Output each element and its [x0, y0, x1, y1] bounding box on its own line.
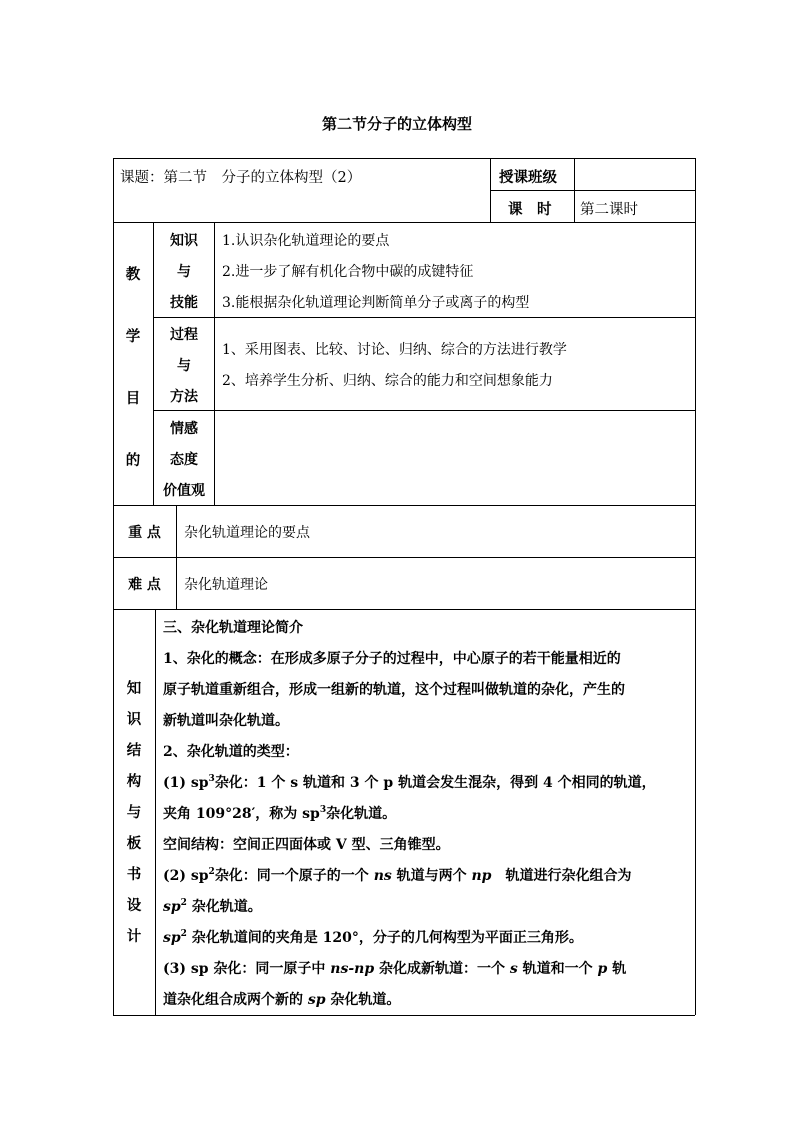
emotion-label: 价值观 [163, 483, 205, 499]
difficulty-text: 杂化轨道理论 [184, 577, 268, 593]
emotion-label: 态度 [170, 452, 198, 468]
process-item: 2、培养学生分析、归纳、综合的能力和空间想象能力 [222, 373, 553, 389]
sp2-line: (2) $sp^2$杂化：同一个原子的一个 ns 轨道与两个 np 轨道进行杂化组合为 [163, 867, 632, 884]
types-heading: 2、杂化轨道的类型： [163, 744, 299, 760]
board-side-char: 设 [126, 897, 142, 914]
sp2-orbital-line: $sp^2$ 杂化轨道。 [163, 898, 262, 915]
class-label: 授课班级 [499, 169, 557, 186]
sp-line: (3) sp 杂化：同一原子中 ns-np 杂化成新轨道：一个 s 轨道和一个 p 轨 [163, 961, 627, 977]
sp3-structure-line: 空间结构：空间正四面体或 V 型、三角锥型。 [163, 837, 450, 853]
period-value: 第二课时 [580, 202, 638, 218]
board-side-char: 结 [126, 742, 142, 759]
objectives-side-char: 教 [125, 266, 141, 283]
period-label: 课 时 [508, 201, 552, 218]
board-side-char: 知 [126, 680, 142, 697]
objectives-side-char: 目 [125, 390, 141, 407]
board-side-char: 书 [126, 866, 142, 883]
sp2-angle-line: $sp^2$ 杂化轨道间的夹角是 120°，分子的几何构型为平面正三角形。 [163, 929, 583, 946]
process-label: 方法 [170, 389, 198, 405]
knowledge-label: 与 [177, 264, 191, 280]
board-side-char: 计 [126, 928, 142, 945]
knowledge-item: 1.认识杂化轨道理论的要点 [222, 233, 390, 249]
lesson-topic: 课题：第二节 分子的立体构型（2） [120, 170, 362, 186]
page-title: 第二节分子的立体构型 [321, 115, 472, 133]
difficulty-label: 难 点 [128, 577, 161, 593]
sp3-angle-line: 夹角 109°28′，称为 $sp^3$杂化轨道。 [163, 805, 397, 822]
objectives-side-char: 学 [125, 328, 141, 345]
process-item: 1、采用图表、比较、讨论、归纳、综合的方法进行教学 [222, 342, 567, 358]
knowledge-label: 技能 [170, 295, 198, 311]
process-label: 过程 [170, 327, 198, 343]
objectives-side-char: 的 [125, 452, 141, 469]
emotion-label: 情感 [170, 421, 198, 437]
board-side-char: 板 [126, 835, 142, 852]
concept-line: 原子轨道重新组合，形成一组新的轨道，这个过程叫做轨道的杂化，产生的 [163, 682, 625, 698]
board-side-char: 与 [126, 804, 142, 821]
board-side-char: 识 [126, 711, 142, 728]
concept-line: 1、杂化的概念：在形成多原子分子的过程中，中心原子的若干能量相近的 [163, 651, 621, 667]
key-point-label: 重 点 [128, 525, 161, 541]
process-label: 与 [177, 358, 191, 374]
knowledge-item: 3.能根据杂化轨道理论判断简单分子或离子的构型 [222, 295, 530, 311]
board-side-char: 构 [126, 773, 142, 790]
concept-line: 新轨道叫杂化轨道。 [163, 713, 289, 729]
board-heading: 三、杂化轨道理论简介 [163, 620, 303, 636]
knowledge-label: 知识 [170, 233, 198, 249]
sp-orbital-line: 道杂化组合成两个新的 sp 杂化轨道。 [163, 992, 401, 1008]
key-point-text: 杂化轨道理论的要点 [184, 525, 310, 541]
sp3-line: (1) $sp^3$杂化：1 个 s 轨道和 3 个 p 轨道会发生混杂，得到 4 个相同的轨道， [163, 774, 656, 791]
knowledge-item: 2.进一步了解有机化合物中碳的成键特征 [222, 264, 474, 280]
